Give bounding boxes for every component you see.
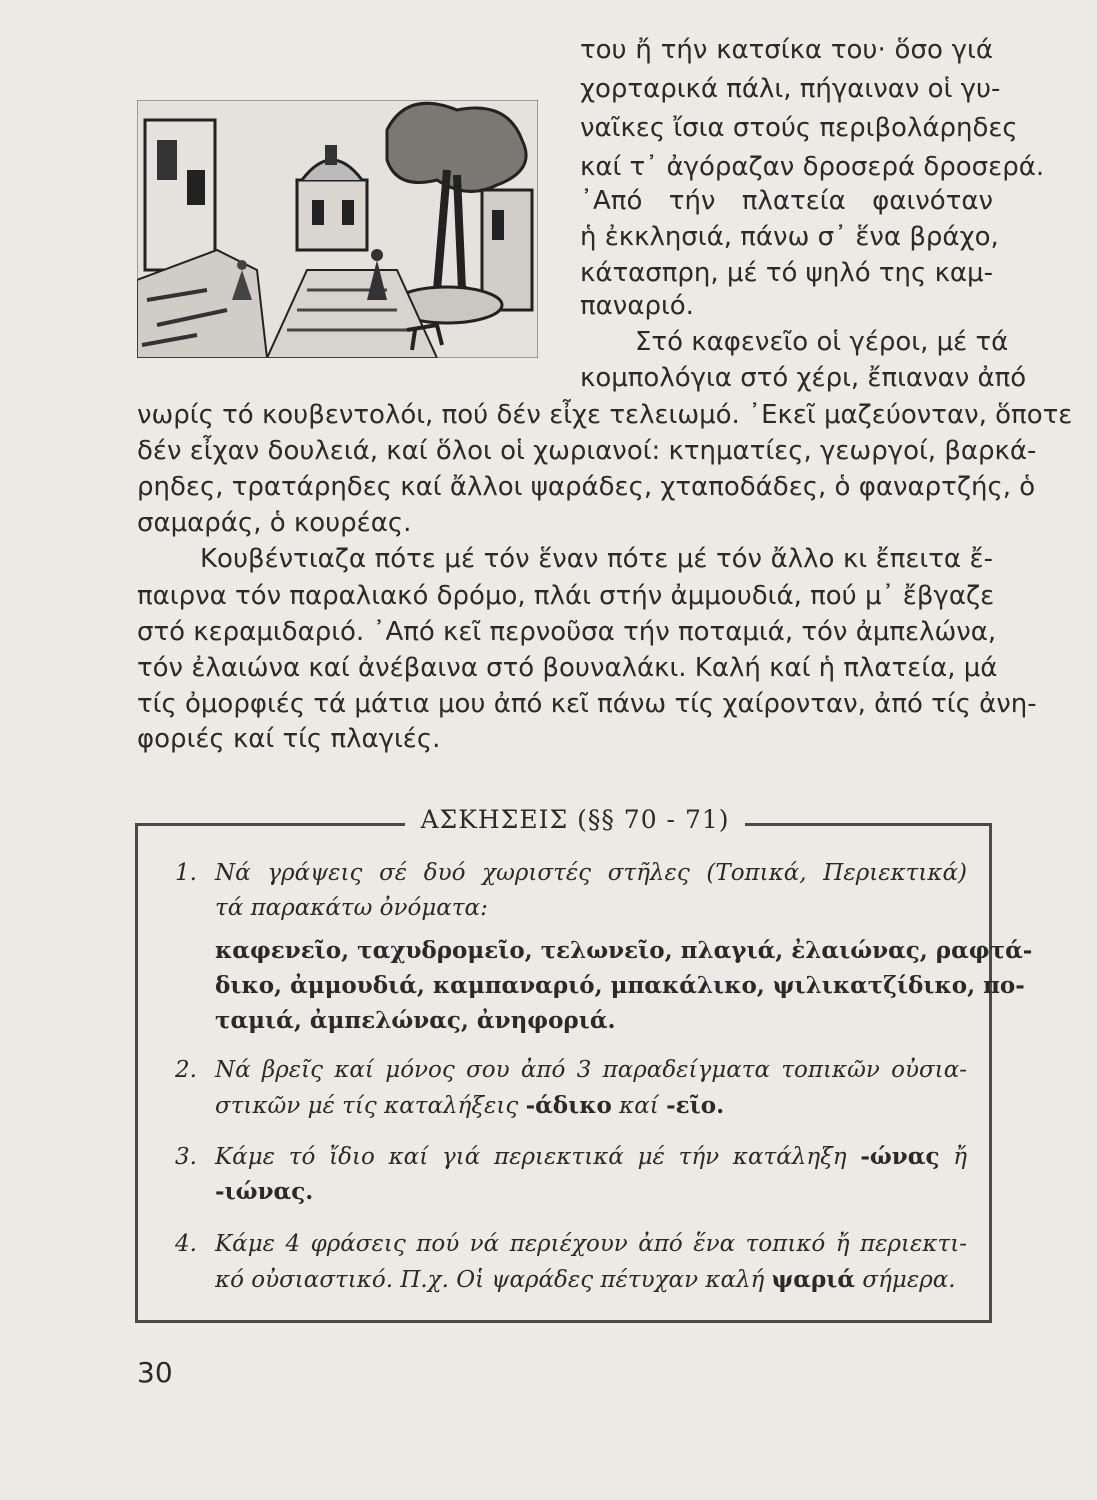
text-line: χορταρικά πάλι, πήγαιναν οἱ γυ-	[580, 74, 1001, 104]
text-line: σαμαράς, ὁ κουρέας.	[137, 508, 412, 538]
text-line: φοριές καί τίς πλαγιές.	[137, 724, 441, 754]
exercise-text: κό οὐσιαστικό. Π.χ. Οἱ ψαράδες πέτυχαν καλή ψαριά σήμερα.	[215, 1266, 956, 1293]
exercise-word-list: ταμιά, ἀμπελώνας, ἀνηφοριά.	[215, 1007, 616, 1034]
text-line: κομπολόγια στό χέρι, ἔπιαναν ἀπό	[580, 363, 1027, 393]
exercise-number: 2.	[175, 1057, 197, 1083]
exercise-number: 4.	[175, 1231, 197, 1257]
exercises-title: ΑΣΚΗΣΕΙΣ (§§ 70 - 71)	[405, 800, 745, 840]
text-line: ρηδες, τρατάρηδες καί ἄλλοι ψαράδες, χταποδάδες, ὁ φαναρτζής, ὁ	[137, 472, 1036, 502]
text-line: τίς ὀμορφιές τά μάτια μου ἀπό κεῖ πάνω τίς χαίρονταν, ἀπό τίς ἀνη-	[137, 689, 1037, 719]
exercise-text: Κάμε τό ἴδιο καί γιά περιεκτικά μέ τήν κατάληξη -ώνας ἤ	[215, 1143, 967, 1170]
exercise-word-list: δικο, ἀμμουδιά, καμπαναριό, μπακάλικο, ψιλικατζίδικο, πο-	[215, 972, 1025, 999]
exercise-number: 3.	[175, 1144, 197, 1170]
text-line: ᾽Από τήν πλατεία φαινόταν	[580, 186, 993, 216]
exercise-text: Κάμε 4 φράσεις πού νά περιέχουν ἀπό ἕνα τοπικό ἤ περιεκτι-	[215, 1231, 967, 1257]
page-number: 30	[137, 1356, 173, 1389]
text-line: τόν ἐλαιώνα καί ἀνέβαινα στό βουναλάκι. Καλή καί ἡ πλατεία, μά	[137, 653, 998, 683]
text-line: του ἤ τήν κατσίκα του· ὅσο γιά	[580, 35, 993, 65]
text-line: παναριό.	[580, 291, 694, 321]
text-line: δέν εἶχαν δουλειά, καί ὅλοι οἱ χωριανοί: κτηματίες, γεωργοί, βαρκά-	[137, 436, 1037, 466]
text-line: ναῖκες ἴσια στούς περιβολάρηδες	[580, 113, 1018, 143]
exercise-text: Νά γράψεις σέ δυό χωριστές στῆλες (Τοπικά, Περιεκτικά)	[215, 860, 967, 886]
text-line: ἡ ἐκκλησιά, πάνω σ᾽ ἕνα βράχο,	[580, 222, 999, 252]
text-line: Στό καφενεῖο οἱ γέροι, μέ τά	[635, 327, 1009, 357]
exercise-number: 1.	[175, 860, 197, 886]
exercise-text: -ιώνας.	[215, 1178, 314, 1205]
text-line: νωρίς τό κουβεντολόι, πού δέν εἶχε τελειωμό. ᾽Εκεῖ μαζεύονταν, ὅποτε	[137, 400, 1073, 430]
text-line: παιρνα τόν παραλιακό δρόμο, πλάι στήν ἀμμουδιά, πού μ᾽ ἔβγαζε	[137, 581, 995, 611]
village-square-illustration	[137, 100, 538, 358]
exercise-text: τά παρακάτω ὀνόματα:	[215, 895, 488, 921]
exercise-text: στικῶν μέ τίς καταλήξεις -άδικο καί -εῖο.	[215, 1092, 725, 1119]
exercise-text: Νά βρεῖς καί μόνος σου ἀπό 3 παραδείγματα τοπικῶν οὐσια-	[215, 1057, 967, 1083]
text-line: στό κεραμιδαριό. ᾽Από κεῖ περνοῦσα τήν ποταμιά, τόν ἀμπελώνα,	[137, 617, 997, 647]
text-line: Κουβέντιαζα πότε μέ τόν ἕναν πότε μέ τόν ἄλλο κι ἔπειτα ἔ-	[200, 544, 993, 574]
text-line: κάτασπρη, μέ τό ψηλό της καμ-	[580, 258, 993, 288]
text-line: καί τ᾽ ἀγόραζαν δροσερά δροσερά.	[580, 152, 1045, 182]
exercise-word-list: καφενεῖο, ταχυδρομεῖο, τελωνεῖο, πλαγιά, ἐλαιώνας, ραφτά-	[215, 937, 1033, 964]
